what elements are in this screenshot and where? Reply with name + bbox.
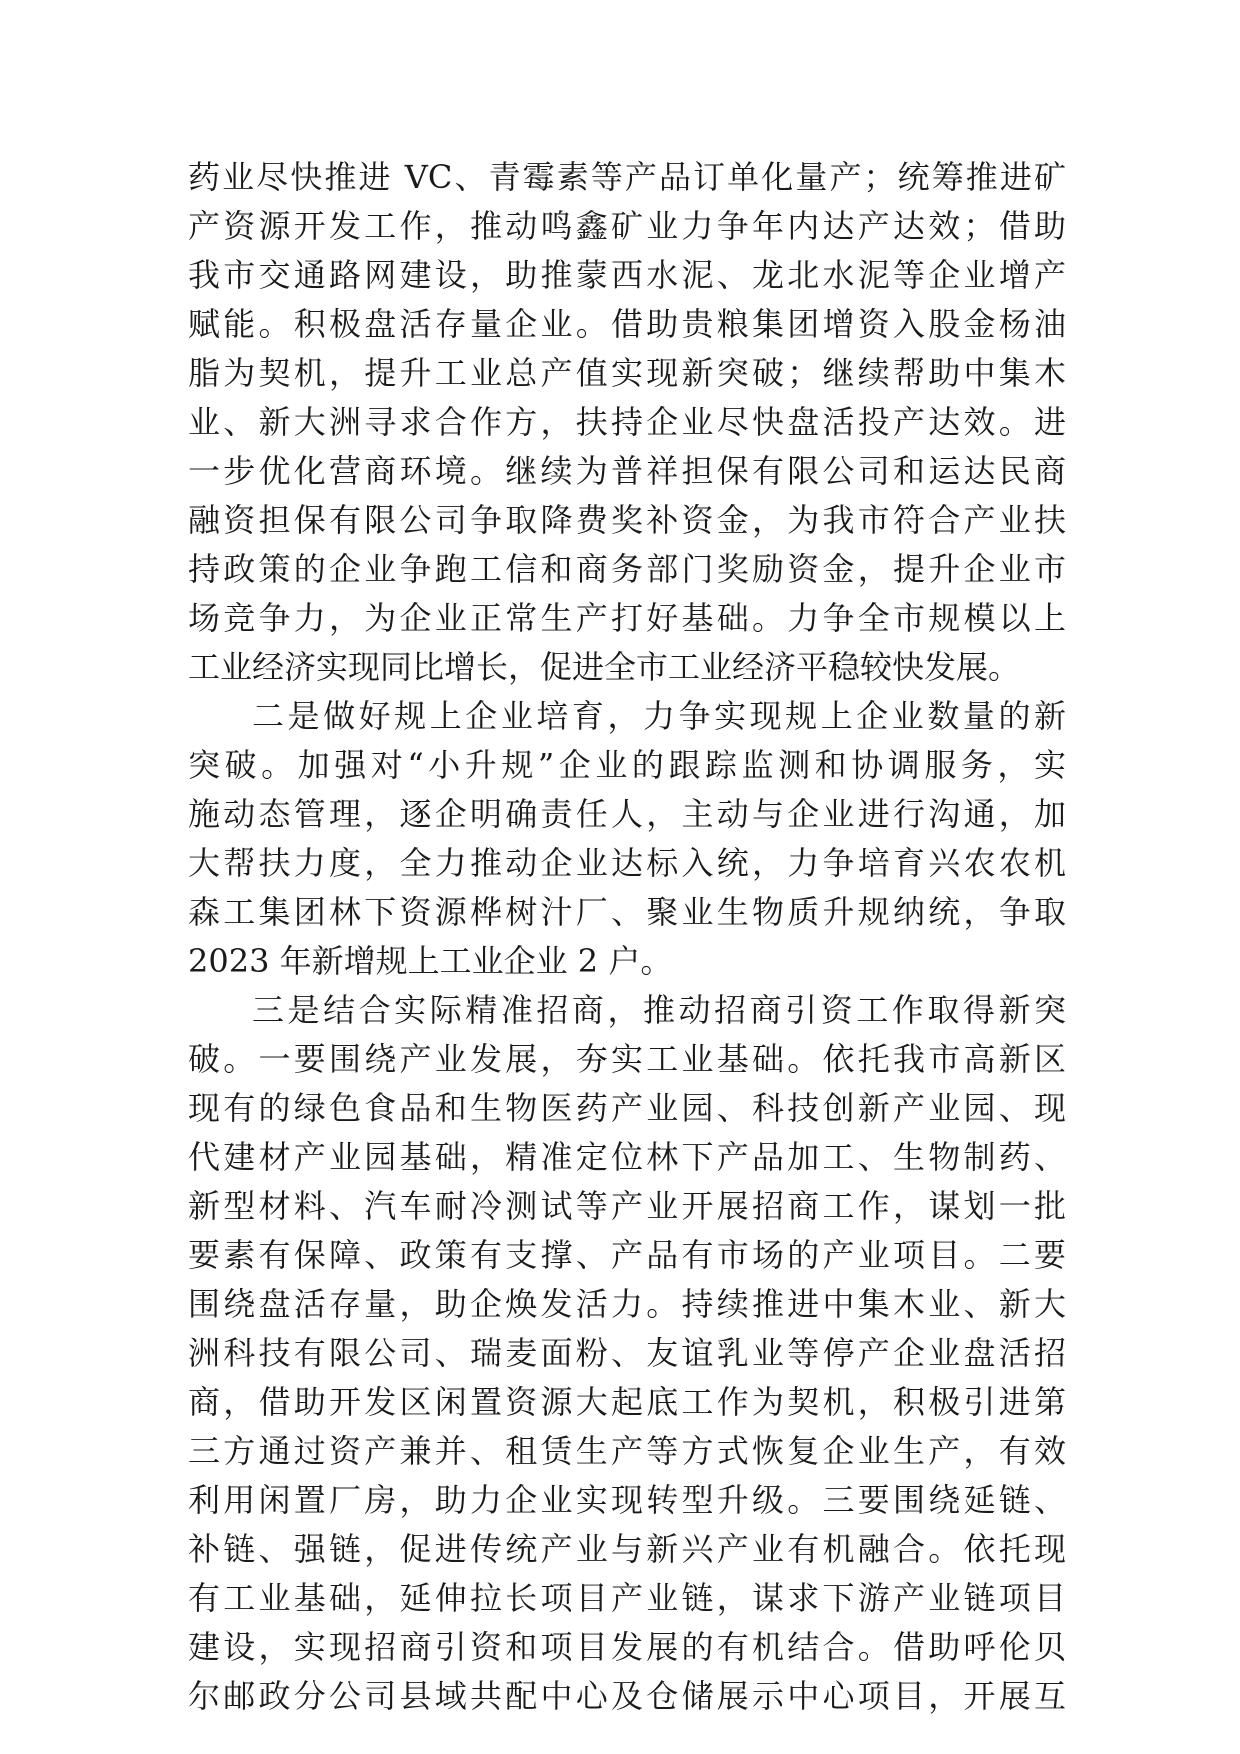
text-line: 我市交通路网建设，助推蒙西水泥、龙北水泥等企业增产	[188, 256, 1066, 294]
text-line: 建设，实现招商引资和项目发展的有机结合。借助呼伦贝	[188, 1628, 1066, 1666]
text-line: 业、新大洲寻求合作方，扶持企业尽快盘活投产达效。进	[188, 403, 1066, 441]
text-line: 围绕盘活存量，助企焕发活力。持续推进中集木业、新大	[188, 1285, 1066, 1323]
text-line: 赋能。积极盘活存量企业。借助贵粮集团增资入股金杨油	[188, 305, 1066, 343]
text-line: 三方通过资产兼并、租赁生产等方式恢复企业生产，有效	[188, 1432, 1066, 1470]
text-line: 代建材产业园基础，精准定位林下产品加工、生物制药、	[188, 1138, 1066, 1176]
body-text	[188, 153, 1066, 1721]
paragraph-first-line: 二是做好规上企业培育，力争实现规上企业数量的新	[252, 697, 1066, 735]
text-line: 洲科技有限公司、瑞麦面粉、友谊乳业等停产企业盘活招	[188, 1334, 1066, 1372]
text-line: 利用闲置厂房，助力企业实现转型升级。三要围绕延链、	[188, 1481, 1066, 1519]
text-line: 商，借助开发区闲置资源大起底工作为契机，积极引进第	[188, 1383, 1066, 1421]
text-line: 施动态管理，逐企明确责任人，主动与企业进行沟通，加	[188, 795, 1066, 833]
text-line: 2023 年新增规上工业企业 2 户。	[188, 942, 673, 980]
text-line: 持政策的企业争跑工信和商务部门奖励资金，提升企业市	[188, 550, 1066, 588]
text-line: 破。一要围绕产业发展，夯实工业基础。依托我市高新区	[188, 1040, 1066, 1078]
text-line: 突破。加强对“小升规”企业的跟踪监测和协调服务，实	[188, 746, 1066, 784]
text-line: 现有的绿色食品和生物医药产业园、科技创新产业园、现	[188, 1089, 1066, 1127]
text-line: 尔邮政分公司县域共配中心及仓储展示中心项目，开展互	[188, 1677, 1066, 1715]
text-line: 有工业基础，延伸拉长项目产业链，谋求下游产业链项目	[188, 1579, 1066, 1617]
text-line: 一步优化营商环境。继续为普祥担保有限公司和运达民商	[188, 452, 1066, 490]
text-line: 大帮扶力度，全力推动企业达标入统，力争培育兴农农机	[188, 844, 1066, 882]
text-line: 融资担保有限公司争取降费奖补资金，为我市符合产业扶	[188, 501, 1066, 539]
text-line: 药业尽快推进 VC、青霉素等产品订单化量产；统筹推进矿	[188, 158, 1066, 196]
text-line: 工业经济实现同比增长，促进全市工业经济平稳较快发展。	[188, 648, 1021, 686]
text-line: 产资源开发工作，推动鸣鑫矿业力争年内达产达效；借助	[188, 207, 1066, 245]
text-line: 森工集团林下资源桦树汁厂、聚业生物质升规纳统，争取	[188, 893, 1066, 931]
text-line: 补链、强链，促进传统产业与新兴产业有机融合。依托现	[188, 1530, 1066, 1568]
text-line: 脂为契机，提升工业总产值实现新突破；继续帮助中集木	[188, 354, 1066, 392]
text-line: 要素有保障、政策有支撑、产品有市场的产业项目。二要	[188, 1236, 1066, 1274]
text-line: 场竞争力，为企业正常生产打好基础。力争全市规模以上	[188, 599, 1066, 637]
paragraph-first-line: 三是结合实际精准招商，推动招商引资工作取得新突	[252, 991, 1066, 1029]
text-line: 新型材料、汽车耐冷测试等产业开展招商工作，谋划一批	[188, 1187, 1066, 1225]
